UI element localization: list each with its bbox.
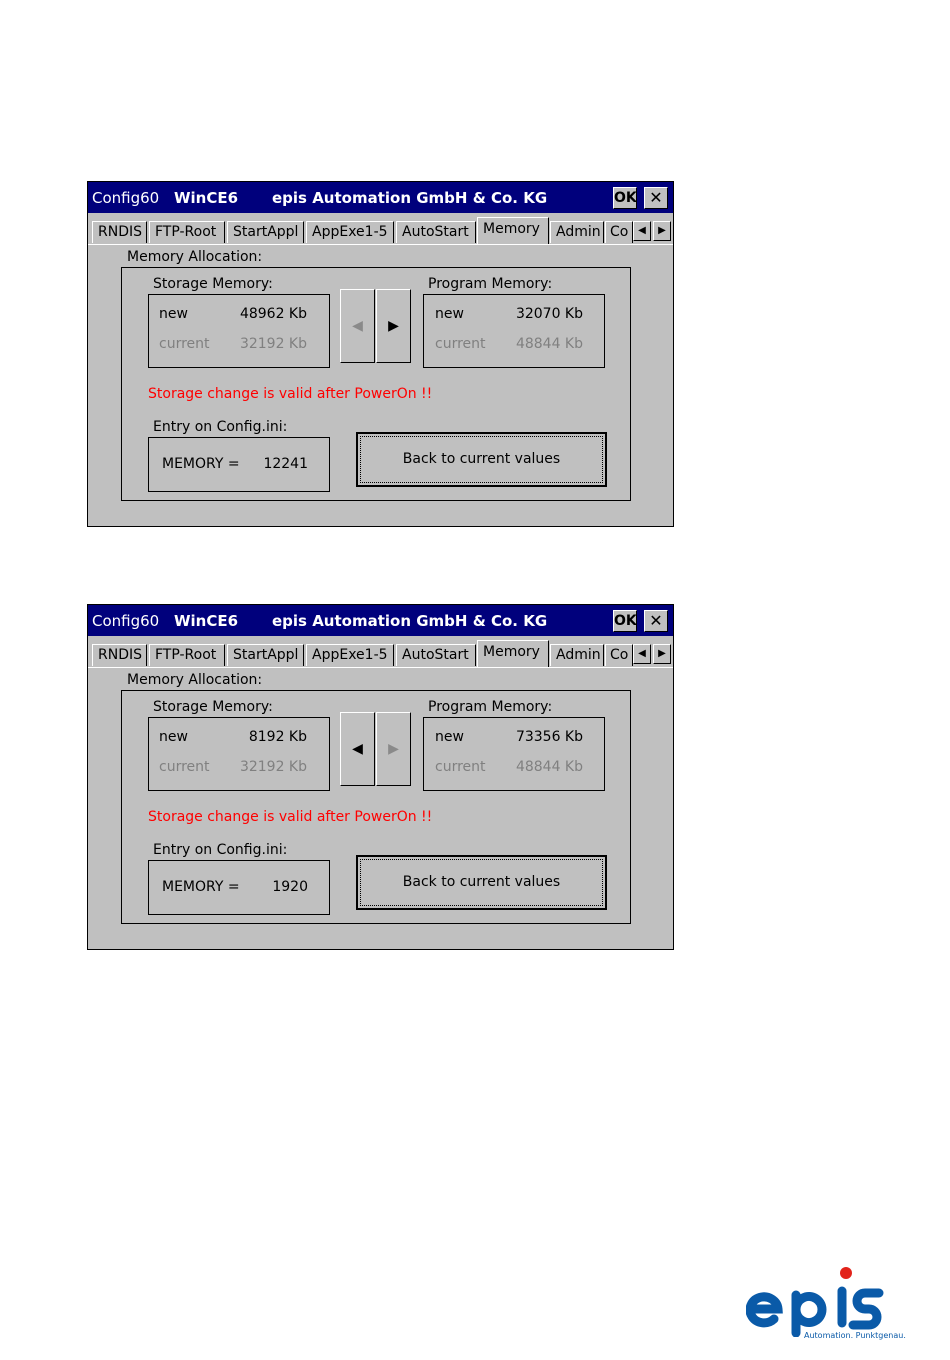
config-entry-value: 1920 [272, 879, 308, 895]
warning-text: Storage change is valid after PowerOn !! [148, 809, 433, 825]
logo-dot [840, 1267, 852, 1279]
program-new-value: 73356 Kb [515, 729, 583, 745]
logo-letters [750, 1291, 879, 1333]
title-company: epis Automation GmbH & Co. KG [272, 189, 548, 207]
storage-new-label: new [159, 729, 188, 745]
program-new-value: 32070 Kb [515, 306, 583, 322]
tab-autostart[interactable]: AutoStart [396, 221, 476, 243]
program-current-label: current [435, 759, 486, 775]
ok-button[interactable]: OK [613, 610, 637, 632]
config-entry-value: 12241 [263, 456, 308, 472]
tab-rndis[interactable]: RNDIS [92, 644, 147, 666]
warning-text: Storage change is valid after PowerOn !! [148, 386, 433, 402]
tab-co[interactable]: Co [605, 644, 633, 666]
storage-new-label: new [159, 306, 188, 322]
storage-new-value: 8192 Kb [248, 729, 307, 745]
program-current-value: 48844 Kb [515, 759, 583, 775]
logo-tagline: Automation. Punktgenau. [804, 1331, 906, 1340]
tab-admin[interactable]: Admin [550, 644, 604, 666]
tab-admin[interactable]: Admin [550, 221, 604, 243]
program-memory-title: Program Memory: [428, 276, 553, 292]
tab-ftp-root[interactable]: FTP-Root [149, 221, 225, 243]
title-os: WinCE6 [174, 189, 239, 207]
tab-baseline [88, 244, 673, 245]
config-entry-title: Entry on Config.ini: [153, 419, 288, 435]
ok-button[interactable]: OK [613, 187, 637, 209]
title-app: Config60 [92, 189, 160, 207]
config-window-2 [87, 604, 674, 950]
tab-scroll-left-icon[interactable]: ◀ [633, 644, 651, 664]
tab-baseline [88, 667, 673, 668]
storage-memory-title: Storage Memory: [153, 699, 273, 715]
config-entry-title: Entry on Config.ini: [153, 842, 288, 858]
program-current-value: 48844 Kb [515, 336, 583, 352]
memory-allocation-title: Memory Allocation: [127, 672, 263, 688]
back-to-current-values-button[interactable] [356, 432, 607, 487]
title-bar [88, 605, 673, 636]
back-button-label: Back to current values [360, 859, 603, 906]
tab-scroll-left-icon[interactable]: ◀ [633, 221, 651, 241]
storage-current-value: 32192 Kb [239, 336, 307, 352]
back-to-current-values-button[interactable] [356, 855, 607, 910]
config-entry-key: MEMORY = [162, 879, 240, 895]
tab-strip [88, 213, 673, 245]
tab-strip [88, 636, 673, 668]
storage-current-value: 32192 Kb [239, 759, 307, 775]
program-new-label: new [435, 306, 464, 322]
title-os: WinCE6 [174, 612, 239, 630]
tab-co[interactable]: Co [605, 221, 633, 243]
shift-left-icon[interactable]: ◀ [340, 289, 375, 363]
shift-left-icon[interactable]: ◀ [340, 712, 375, 786]
close-button[interactable]: ✕ [644, 187, 668, 209]
tab-memory[interactable]: Memory [477, 640, 549, 668]
tab-memory[interactable]: Memory [477, 217, 549, 245]
shift-right-icon[interactable]: ▶ [376, 289, 411, 363]
config-entry-key: MEMORY = [162, 456, 240, 472]
title-bar [88, 182, 673, 213]
program-new-label: new [435, 729, 464, 745]
tab-scroll-right-icon[interactable]: ▶ [653, 221, 671, 241]
storage-new-value: 48962 Kb [239, 306, 307, 322]
title-company: epis Automation GmbH & Co. KG [272, 612, 548, 630]
tab-appexe1-5[interactable]: AppExe1-5 [306, 221, 394, 243]
back-button-label: Back to current values [360, 436, 603, 483]
storage-current-label: current [159, 336, 210, 352]
tab-ftp-root[interactable]: FTP-Root [149, 644, 225, 666]
epis-logo [746, 1265, 886, 1337]
program-memory-title: Program Memory: [428, 699, 553, 715]
tab-rndis[interactable]: RNDIS [92, 221, 147, 243]
shift-right-icon[interactable]: ▶ [376, 712, 411, 786]
program-current-label: current [435, 336, 486, 352]
tab-startappl[interactable]: StartAppl [227, 644, 304, 666]
storage-current-label: current [159, 759, 210, 775]
close-button[interactable]: ✕ [644, 610, 668, 632]
tab-startappl[interactable]: StartAppl [227, 221, 304, 243]
tab-scroll-right-icon[interactable]: ▶ [653, 644, 671, 664]
title-app: Config60 [92, 612, 160, 630]
storage-memory-title: Storage Memory: [153, 276, 273, 292]
tab-appexe1-5[interactable]: AppExe1-5 [306, 644, 394, 666]
memory-allocation-title: Memory Allocation: [127, 249, 263, 265]
tab-autostart[interactable]: AutoStart [396, 644, 476, 666]
config-window-1 [87, 181, 674, 527]
